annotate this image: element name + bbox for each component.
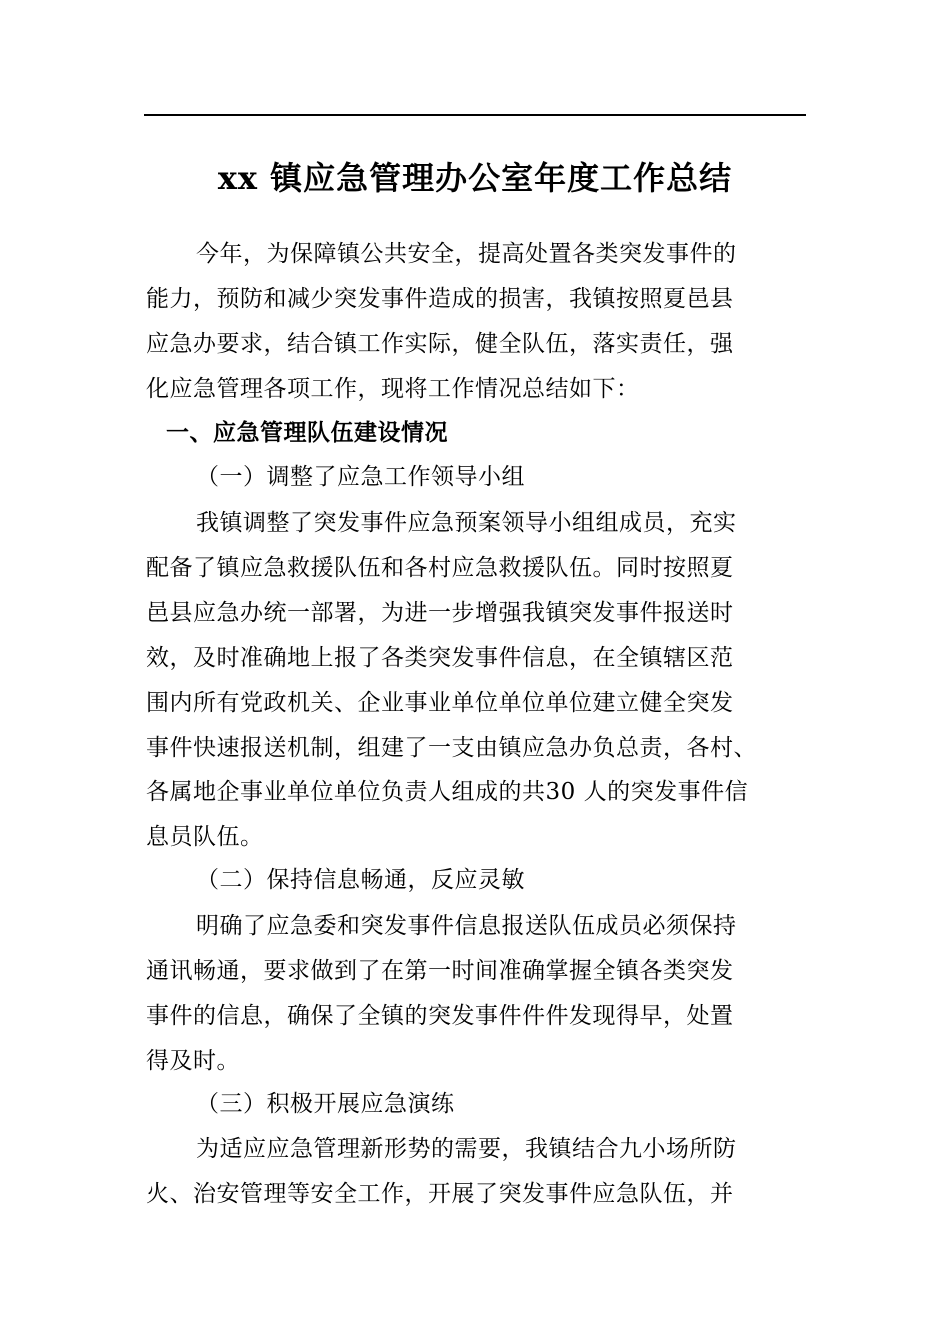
paragraph-line: 能力，预防和减少突发事件造成的损害，我镇按照夏邑县	[146, 286, 734, 312]
paragraph-line: 效，及时准确地上报了各类突发事件信息，在全镇辖区范	[146, 645, 734, 671]
paragraph-line: 火、治安管理等安全工作，开展了突发事件应急队伍，并	[146, 1181, 734, 1207]
paragraph-line: 配备了镇应急救援队伍和各村应急救援队伍。同时按照夏	[146, 555, 734, 581]
paragraph-line: 今年，为保障镇公共安全，提高处置各类突发事件的	[196, 241, 737, 267]
header-rule	[144, 114, 806, 116]
paragraph-line: 通讯畅通，要求做到了在第一时间准确掌握全镇各类突发	[146, 958, 734, 984]
paragraph-line: 邑县应急办统一部署，为进一步增强我镇突发事件报送时	[146, 600, 734, 626]
document-title: xx 镇应急管理办公室年度工作总结	[217, 159, 733, 197]
paragraph-line: 应急办要求，结合镇工作实际，健全队伍，落实责任，强	[146, 331, 734, 357]
paragraph-line: 事件快速报送机制，组建了一支由镇应急办负总责，各村、	[146, 735, 757, 761]
paragraph-line: 明确了应急委和突发事件信息报送队伍成员必须保持	[196, 913, 737, 939]
paragraph-line: 化应急管理各项工作，现将工作情况总结如下：	[146, 376, 640, 402]
paragraph-line: 围内所有党政机关、企业事业单位单位单位建立健全突发	[146, 690, 734, 716]
subsection-heading: （一）调整了应急工作领导小组	[196, 464, 525, 490]
subsection-heading: （二）保持信息畅通，反应灵敏	[196, 867, 525, 893]
paragraph-line: 息员队伍。	[146, 824, 264, 850]
subsection-heading: （三）积极开展应急演练	[196, 1091, 455, 1117]
paragraph-line: 得及时。	[146, 1048, 240, 1074]
paragraph-line: 各属地企事业单位单位负责人组成的共30 人的突发事件信	[146, 779, 749, 805]
paragraph-line: 我镇调整了突发事件应急预案领导小组组成员，充实	[196, 510, 737, 536]
section-heading: 一、应急管理队伍建设情况	[166, 419, 448, 446]
paragraph-line: 为适应应急管理新形势的需要，我镇结合九小场所防	[196, 1136, 737, 1162]
paragraph-line: 事件的信息，确保了全镇的突发事件件件发现得早，处置	[146, 1003, 734, 1029]
